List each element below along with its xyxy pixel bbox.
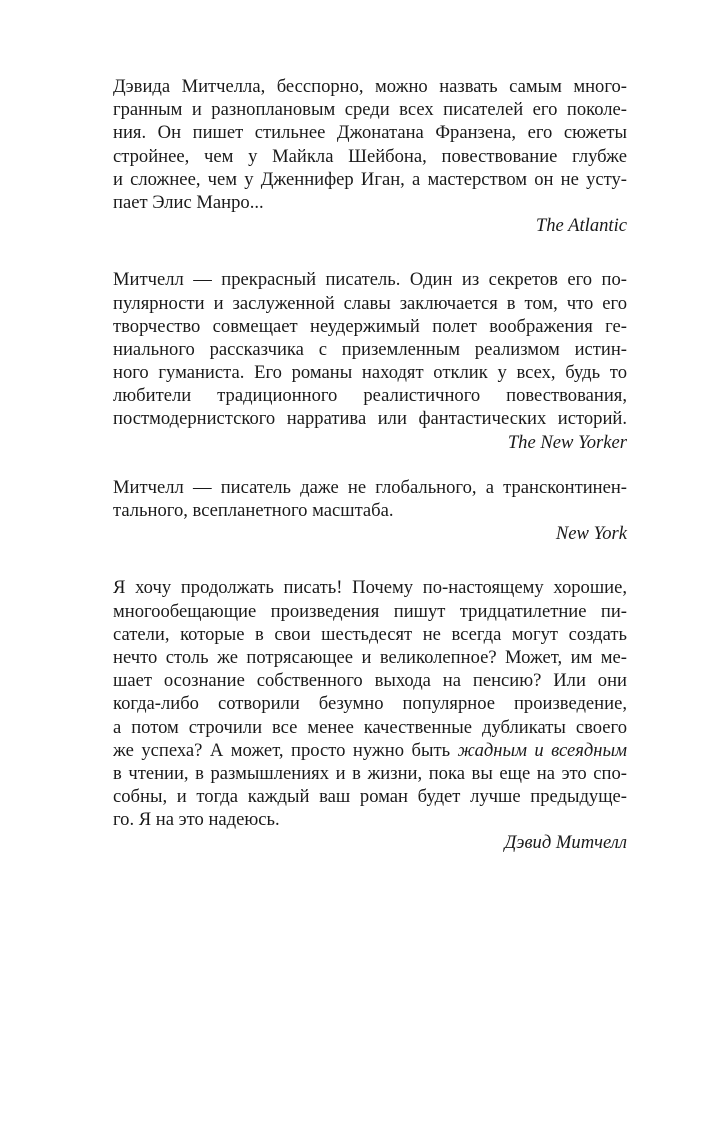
quote-line: любители традиционного реалистичного повествования, (113, 385, 627, 407)
quote-line: ниального рассказчика с приземленным реализмом истин- (113, 338, 627, 360)
quote-new-york (113, 476, 627, 546)
quote-source: Дэвид Митчелл (504, 832, 627, 854)
quote-line: шает осознание собственного выхода на пенсию? Или они (113, 670, 627, 692)
quote-source: New York (555, 523, 627, 545)
quote-line: го. Я на это надеюсь. (113, 809, 280, 831)
quote-line: собны, и тогда каждый ваш роман будет лучше предыдуще- (113, 786, 627, 808)
quote-line: пулярности и заслуженной славы заключается в том, что его (113, 292, 627, 314)
quote-line: нечто столь же потрясающее и великолепное? Может, им ме- (113, 646, 627, 668)
quote-line: в чтении, в размышлениях и в жизни, пока вы еще на это спо- (113, 762, 627, 784)
quote-line: творчество совмещает неудержимый полет воображения ге- (113, 315, 627, 337)
quote-line: Митчелл — прекрасный писатель. Один из секретов его по- (113, 269, 627, 291)
quote-line-with-emphasis (113, 739, 627, 762)
quote-line: Я хочу продолжать писать! Почему по-настоящему хорошие, (113, 577, 627, 599)
quote-line: а потом строчили все менее качественные дубликаты своего (113, 716, 627, 738)
quote-line: многообещающие произведения пишут тридцатилетние пи- (113, 600, 627, 622)
quote-line: гранным и разноплановым среди всех писателей его поколе- (113, 99, 627, 121)
quote-source: The Atlantic (535, 215, 627, 237)
quote-line: постмодернистского нарратива или фантастических историй. (113, 408, 627, 430)
quote-line: пает Элис Манро... (113, 191, 264, 213)
quote-line: ния. Он пишет стильнее Джонатана Франзена, его сюжеты (113, 122, 627, 144)
quote-line: сатели, которые в свои шестьдесят не всегда могут создать (113, 623, 627, 645)
quote-line: ного гуманиста. Его романы находят отклик у всех, будь то (113, 362, 627, 384)
quote-line: Дэвида Митчелла, бесспорно, можно назвать самым много- (113, 76, 627, 97)
quote-david-mitchell (113, 576, 627, 854)
quote-source: The New Yorker (507, 431, 627, 453)
quote-line: тального, всепланетного масштаба. (113, 500, 394, 521)
page-content (113, 75, 627, 855)
quote-emphasis: жадным и всеядным (457, 739, 627, 761)
quote-line: и сложнее, чем у Дженнифер Иган, а мастерством он не усту- (113, 168, 627, 190)
quote-the-atlantic (113, 75, 627, 237)
quote-line: когда-либо сотворили безумно популярное произведение, (113, 693, 627, 715)
quote-the-new-yorker (113, 268, 627, 454)
quote-line: Митчелл — писатель даже не глобального, а трансконтинен- (113, 476, 627, 498)
quote-line-prefix: же успеха? А может, просто нужно быть (113, 739, 458, 761)
quote-line: стройнее, чем у Майкла Шейбона, повествование глубже (113, 145, 627, 167)
